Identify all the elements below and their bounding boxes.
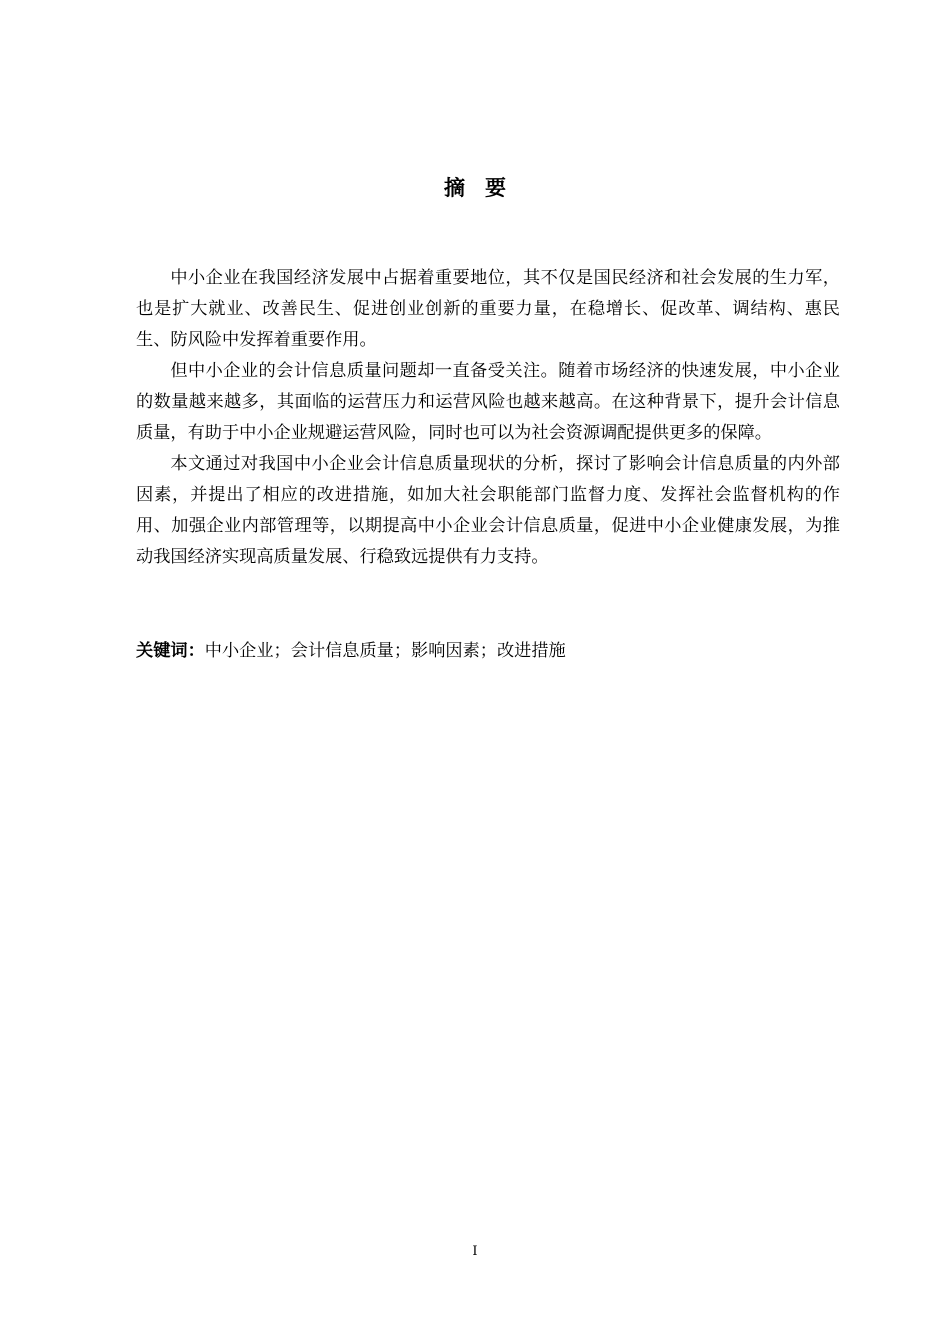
page-number: I <box>472 1244 478 1259</box>
abstract-body <box>136 263 840 573</box>
keywords-label: 关键词： <box>136 641 205 661</box>
abstract-paragraph-3: 本文通过对我国中小企业会计信息质量现状的分析，探讨了影响会计信息质量的内外部因素，并提出了相应的改进措施，如加大社会职能部门监督力度、发挥社会监督机构的作用、加强企业内部管理等，以期提高中小企业会计信息质量，促进中小企业健康发展，为推动我国经济实现高质量发展、行稳致远提供有力支持。 <box>136 454 840 567</box>
abstract-paragraph-2: 但中小企业的会计信息质量问题却一直备受关注。随着市场经济的快速发展，中小企业的数量越来越多，其面临的运营压力和运营风险也越来越高。在这种背景下，提升会计信息质量，有助于中小企业规避运营风险，同时也可以为社会资源调配提供更多的保障。 <box>136 361 840 443</box>
abstract-paragraph-1: 中小企业在我国经济发展中占据着重要地位，其不仅是国民经济和社会发展的生力军，也是扩大就业、改善民生、促进创业创新的重要力量，在稳增长、促改革、调结构、惠民生、防风险中发挥着重要作用。 <box>136 268 840 350</box>
abstract-title: 摘要 <box>444 176 526 200</box>
keywords-list: 中小企业；会计信息质量；影响因素；改进措施 <box>204 641 566 661</box>
keywords-line <box>136 636 840 667</box>
